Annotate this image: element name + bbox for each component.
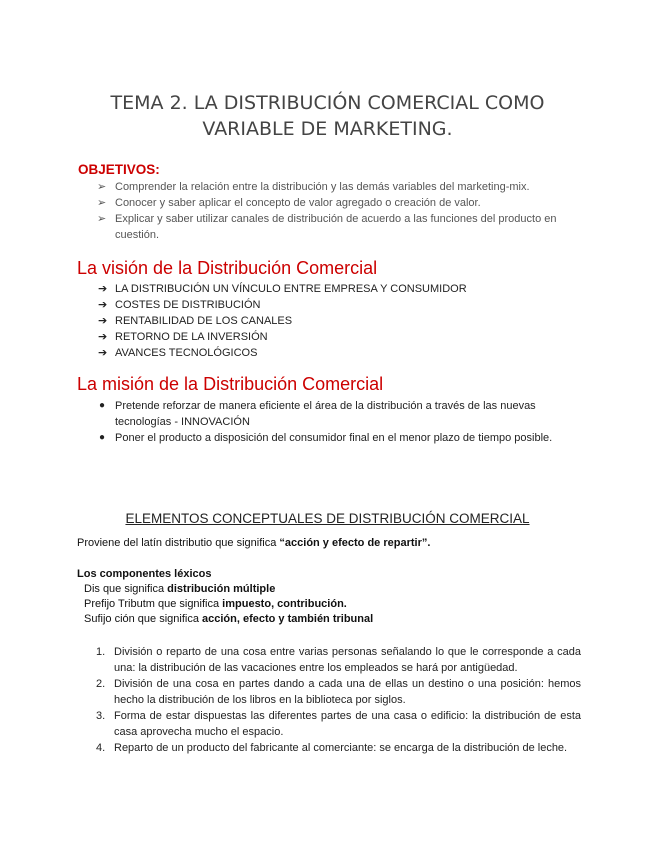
list-item: [98, 430, 578, 446]
list-item: [98, 313, 467, 329]
title-line-2: VARIABLE DE MARKETING.: [202, 118, 453, 140]
objetivo-text: Conocer y saber aplicar el concepto de valor agregado o creación de valor.: [115, 197, 481, 209]
item-number: 4.: [96, 742, 106, 754]
vision-heading: La visión de la Distribución Comercial: [77, 258, 378, 278]
arrowhead-bullet-icon: ➢: [97, 213, 107, 225]
arrow-right-icon: ➔: [98, 283, 108, 295]
list-item: [98, 281, 467, 297]
list-item: [98, 398, 578, 430]
vision-item-text: RENTABILIDAD DE LOS CANALES: [115, 315, 293, 327]
definicion-text: Forma de estar dispuestas las diferentes partes de una casa o edificio: la distribución de esta casa aprovecha mucho el espacio.: [114, 710, 581, 738]
definicion-text: Reparto de un producto del fabricante al comerciante: se encarga de la distribución de leche.: [114, 742, 568, 754]
mision-heading: La misión de la Distribución Comercial: [77, 374, 384, 394]
definicion-text: División o reparto de una cosa entre varias personas señalando lo que le corresponde a cada una: la distribución de las vacaciones entre los empleados se hará por antigüedad.: [114, 646, 581, 674]
componente-plain-text: Sufijo ción que significa: [84, 613, 203, 625]
mision-list: [98, 398, 578, 446]
arrow-right-icon: ➔: [98, 299, 108, 311]
list-item: [95, 195, 585, 211]
list-item: [96, 676, 581, 708]
arrowhead-bullet-icon: ➢: [97, 197, 107, 209]
componentes-heading: Los componentes léxicos: [77, 568, 212, 580]
componente-plain-text: Prefijo Tributm que significa: [84, 598, 223, 610]
arrowhead-bullet-icon: ➢: [97, 181, 107, 193]
objetivo-text: Comprender la relación entre la distribución y las demás variables del marketing-mix.: [115, 181, 530, 193]
page-title: [60, 90, 595, 142]
arrow-right-icon: ➔: [98, 331, 108, 343]
objetivos-heading: OBJETIVOS:: [78, 162, 160, 177]
vision-list: [98, 281, 467, 361]
item-number: 1.: [96, 646, 106, 658]
componente-bold-text: acción, efecto y también tribunal: [202, 613, 374, 625]
list-item: [95, 179, 585, 195]
list-item: [96, 740, 581, 756]
list-item: [98, 329, 467, 345]
arrow-right-icon: ➔: [98, 347, 108, 359]
componente-bold-text: distribución múltiple: [167, 583, 276, 595]
vision-item-text: RETORNO DE LA INVERSIÓN: [115, 331, 268, 343]
list-item: [98, 297, 467, 313]
list-item: [95, 211, 585, 243]
list-item: [98, 345, 467, 361]
componente-line: [84, 597, 347, 612]
componente-plain-text: Dis que significa: [84, 583, 168, 595]
componente-line: [84, 582, 275, 597]
title-line-1: TEMA 2. LA DISTRIBUCIÓN COMERCIAL COMO: [110, 92, 545, 114]
list-item: [96, 708, 581, 740]
componente-bold-text: impuesto, contribución.: [222, 598, 347, 610]
list-item: [96, 644, 581, 676]
arrow-right-icon: ➔: [98, 315, 108, 327]
vision-item-text: AVANCES TECNOLÓGICOS: [115, 347, 258, 359]
vision-item-text: COSTES DE DISTRIBUCIÓN: [115, 299, 261, 311]
mision-item-text: Poner el producto a disposición del consumidor final en el menor plazo de tiempo posible.: [115, 432, 553, 444]
mision-item-text: Pretende reforzar de manera eficiente el área de la distribución a través de las nuevas tecnologías - INNOVACIÓN: [115, 400, 536, 428]
elementos-heading: ELEMENTOS CONCEPTUALES DE DISTRIBUCIÓN COMERCIAL: [125, 511, 530, 526]
item-number: 2.: [96, 678, 106, 690]
intro-line: [77, 536, 430, 551]
item-number: 3.: [96, 710, 106, 722]
definicion-text: División de una cosa en partes dando a cada una de ellas un destino o una posición: hemos hecho la distribución de los libros en la biblioteca por siglos.: [114, 678, 581, 706]
intro-bold-text: “acción y efecto de repartir”.: [279, 537, 431, 549]
objetivos-list: [95, 179, 585, 243]
round-bullet-icon: ●: [99, 432, 106, 443]
vision-item-text: LA DISTRIBUCIÓN UN VÍNCULO ENTRE EMPRESA Y CONSUMIDOR: [115, 283, 467, 295]
componente-line: [84, 612, 373, 627]
objetivo-text: Explicar y saber utilizar canales de distribución de acuerdo a las funciones del producto en cuestión.: [115, 213, 557, 241]
round-bullet-icon: ●: [99, 400, 106, 411]
intro-plain-text: Proviene del latín distributio que significa: [77, 537, 280, 549]
definiciones-list: [96, 644, 581, 756]
